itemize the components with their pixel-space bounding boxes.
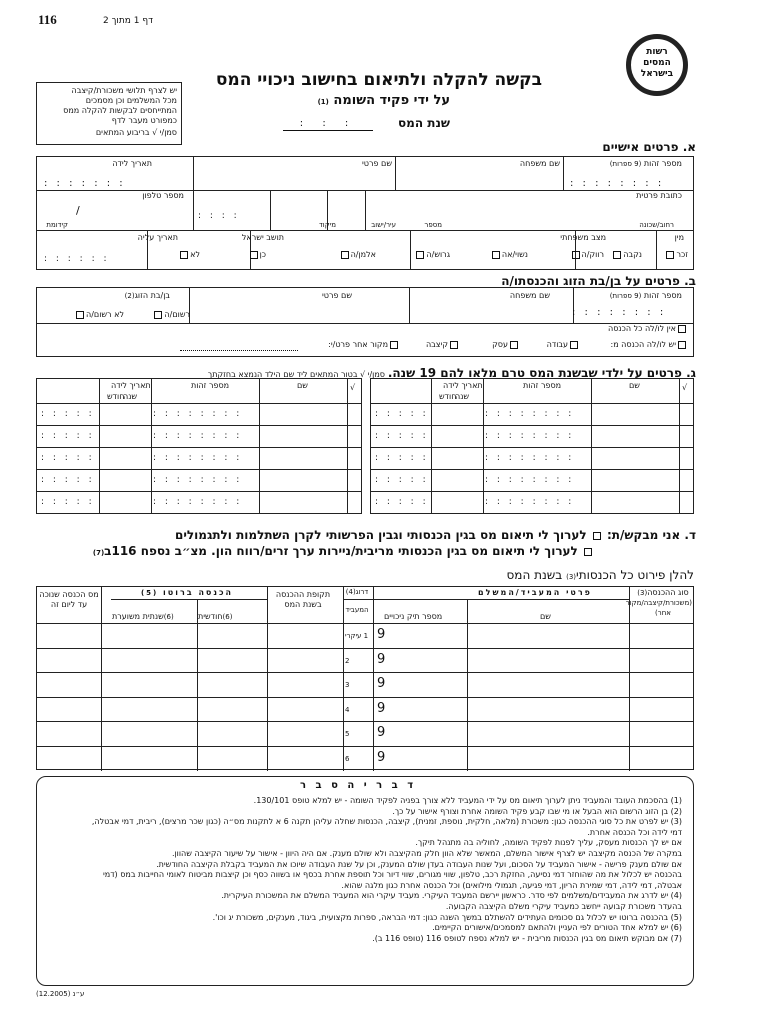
child-birth-field[interactable]: : : : : :: [375, 453, 429, 463]
child-birth-field[interactable]: : : : : :: [41, 453, 95, 463]
income-pension-option[interactable]: קיצבה: [426, 340, 460, 349]
explanations-heading: ד ב ר י ה ס ב ר: [300, 780, 417, 791]
child-birth-field[interactable]: : : : : :: [375, 497, 429, 507]
income-other-option[interactable]: מקור אחר פרט/י:: [328, 340, 400, 349]
header-divider: [371, 403, 693, 404]
child-id-field[interactable]: : : : : : : : :: [153, 497, 243, 507]
monthly-header: (6)חודשית: [198, 612, 233, 621]
child-birth-month-header: חודש: [107, 392, 125, 401]
spouse-no-income-option[interactable]: אין לו/לה כל הכנסה: [608, 324, 688, 333]
checkbox-icon[interactable]: [154, 311, 162, 319]
row-divider: [37, 491, 361, 492]
child-birth-year-header: שנה: [123, 392, 138, 401]
tax-deducted-header: מס הכנסה שנוכה עד ליום זה: [39, 590, 99, 609]
birth-date-label: תאריך לידה: [112, 159, 152, 168]
address-label: כתובת פרטית: [636, 191, 682, 200]
child-birth-field[interactable]: : : : : :: [41, 497, 95, 507]
notice-line: מכל המשלמים וכן מסמכים: [85, 96, 177, 105]
income-row-divider: [37, 721, 693, 722]
checkbox-icon[interactable]: [492, 251, 500, 259]
employer-rank-number: 4: [345, 705, 350, 714]
child-birth-header: תאריך לידה: [443, 381, 483, 390]
notice-line: יש לצרף תלושי משכורת/קיצבה: [71, 86, 177, 95]
explanation-item: אם שולם מענק פרישה - אישור המעביד על הסכום, ועל שנות העבודה בעדן שולם המענק, וכן על שנת העבודה שיוכו את המעביד בקבלת הקיצבה החודשית.: [156, 859, 682, 869]
phone-slash: /: [76, 204, 80, 217]
checkbox-icon[interactable]: [510, 341, 518, 349]
checkbox-icon[interactable]: [180, 251, 188, 259]
spouse-id-label: מספר זהות (9 ספרות): [609, 291, 682, 300]
deduction-file-prefix: 9: [377, 750, 386, 765]
child-birth-header: תאריך לידה: [111, 381, 151, 390]
employer-rank-number: 3: [345, 681, 350, 690]
income-row-divider: [37, 746, 693, 747]
checkbox-icon[interactable]: [678, 325, 686, 333]
column-divider: [679, 379, 680, 513]
checkbox-icon[interactable]: [416, 251, 424, 259]
checkbox-icon[interactable]: [584, 548, 592, 556]
city-label: עיר/ישוב: [371, 221, 396, 229]
marital-widowed-option[interactable]: אלמן/ה: [339, 250, 376, 259]
tax-authority-logo: [626, 34, 688, 96]
attachment-notice: [36, 82, 182, 145]
income-row-divider: [37, 697, 693, 698]
child-id-header: מספר זהות: [191, 381, 230, 390]
resident-label: תושב ישראל: [241, 233, 284, 242]
annual-header: (6)שנתית משוערת: [112, 612, 174, 621]
logo-text-1: רשות: [646, 47, 668, 57]
child-id-header: מספר זהות: [523, 381, 562, 390]
child-birth-field[interactable]: : : : : :: [375, 431, 429, 441]
child-name-header: שם: [629, 381, 640, 390]
column-divider: [591, 379, 592, 513]
explanation-item: (5) בהכנסה ברוטו יש לכלול גם סכומים העתידים להשתלם במשך השנה כגון: דמי הבראה, ספרות מקצועית, ביגוד, מענקים, משכורת יג וכו'.: [212, 912, 682, 922]
marital-single-option[interactable]: רווק/ה: [570, 250, 604, 259]
row-divider: [371, 447, 693, 448]
check-column-header: √: [682, 383, 688, 392]
child-birth-month-header: חודש: [439, 392, 457, 401]
spouse-has-income-option[interactable]: יש לו/לה הכנסה מ:: [611, 340, 689, 349]
checkbox-icon[interactable]: [250, 251, 258, 259]
gender-male-option[interactable]: זכר: [664, 250, 688, 259]
children-table-right: [370, 378, 694, 514]
spouse-status-label: בן/בת הזוג(2): [124, 291, 170, 300]
column-divider: [151, 379, 152, 513]
child-birth-year-header: שנה: [455, 392, 470, 401]
zip-field[interactable]: : : : :: [198, 211, 240, 221]
aliyah-date-field[interactable]: : : : : : :: [44, 254, 110, 264]
notice-mark: סמן/י √ בריבוע המתאים: [95, 128, 177, 137]
check-column-header: √: [350, 383, 356, 392]
marital-divorced-option[interactable]: גרוש/ה: [414, 250, 450, 259]
checkbox-icon[interactable]: [666, 251, 674, 259]
id-number-field[interactable]: : : : : : : : :: [570, 178, 665, 189]
prefix-label: קידומת: [46, 221, 68, 229]
checkbox-icon[interactable]: [341, 251, 349, 259]
last-name-label: שם משפחה: [519, 159, 560, 168]
row-divider: [37, 425, 361, 426]
header-divider: [37, 403, 361, 404]
checkbox-icon[interactable]: [76, 311, 84, 319]
child-name-header: שם: [297, 381, 308, 390]
form-title: בקשה להקלה ולתיאום בחישוב ניכויי המס: [215, 70, 542, 90]
section-a-heading: א. פרטים אישיים: [602, 140, 696, 154]
payer-name-header: שם: [540, 612, 551, 621]
child-id-field[interactable]: : : : : : : : :: [485, 497, 575, 507]
explanation-item: (6) יש למלא אחד הטורים לפי העניין ולהתאם למסמכים/אישורים הקיימים.: [432, 923, 682, 933]
column-divider: [483, 379, 484, 513]
id-number-label: מספר זהות (9 ספרות): [609, 159, 682, 168]
street-label: רחוב/שכונה: [639, 221, 674, 229]
notice-line: כמפורט מעבר לדף: [111, 116, 177, 125]
child-id-field[interactable]: : : : : : : : :: [485, 475, 575, 485]
deduction-file-header: מספר תיק ניכויים: [384, 612, 443, 621]
gender-label: מין: [674, 233, 684, 242]
employer-rank-number: 2: [345, 656, 350, 665]
child-birth-field[interactable]: : : : : :: [375, 409, 429, 419]
employer-rank-number: 6: [345, 755, 350, 763]
income-row-divider: [37, 648, 693, 649]
children-table-left: [36, 378, 362, 514]
explanation-item: במקרה של הכנסה מקיצבה יש לצרף אישור המשלם, המאשר שלא הוון חלק מהקיצבה ולא שולם מענק. אם היה היוון - אישור על שיעור הקיצבה שהוון.: [171, 848, 682, 858]
section-c-header: ג. פרטים על ילדי שבשנת המס טרם מלאו להם 19 שנה. סמן/י √ בטור המתאים ליד שם הילד הנמצא בחזקתך: [207, 366, 696, 380]
birth-date-field[interactable]: : : : : : : :: [44, 178, 126, 189]
checkbox-icon[interactable]: [678, 341, 686, 349]
explanation-item: בהעדר משכורת קבועה ייחשב כמעביד עיקרי משלם הקיצבה הקבועה.: [445, 901, 682, 911]
child-birth-field[interactable]: : : : : :: [375, 475, 429, 485]
row-divider: [37, 469, 361, 470]
explanation-item: (4) יש לדרג את המעבידים/משלמים לפי סדר. כראשון יירשם המעביד העיקרי. מעביד עיקרי הוא המעביד המשלם את המשכורת העיקרית.: [221, 891, 682, 901]
employer-rank-header: דרוג(4) המעביד: [345, 588, 369, 614]
tax-year-field[interactable]: : : :: [283, 118, 373, 131]
logo-text-3: בישראל: [640, 69, 674, 79]
marital-married-option[interactable]: נשוי/אה: [490, 250, 528, 259]
payer-header: פרטי המעביד/המשלם: [478, 588, 592, 597]
form-code: ע״נ (12.2005): [36, 990, 85, 998]
checkbox-icon[interactable]: [593, 532, 601, 540]
explanation-item: (3) יש לפרט את כל סוגי ההכנסה כגון: משכורת (מלאה, חלקית, נוספת, זמנית), קיצבה, הכנסות שחלה עליהן תקנה 6 א לתקנות מס״ה (כגון שכר מרצים), ריבית, דמי אבטלה, דמי לידה וכל הכנסה אחרת.: [91, 817, 682, 837]
column-divider: [259, 379, 260, 513]
income-work-option[interactable]: עבודה: [547, 340, 580, 349]
tax-year-label: שנת המס: [398, 116, 450, 130]
spouse-not-registered-option[interactable]: לא רשום/ה: [74, 310, 124, 319]
deduction-file-prefix: 9: [377, 627, 386, 642]
deduction-file-prefix: 9: [377, 651, 386, 667]
notice-line: המתייחסים לבקשות להקלה ממס: [63, 106, 177, 115]
checkbox-icon[interactable]: [613, 251, 621, 259]
checkbox-icon[interactable]: [570, 341, 578, 349]
child-id-field[interactable]: : : : : : : : :: [153, 453, 243, 463]
marital-status-label: מצב משפחתי: [560, 233, 606, 242]
aliyah-date-label: תאריך עליה: [137, 233, 178, 242]
child-id-field[interactable]: : : : : : : : :: [153, 475, 243, 485]
income-business-option[interactable]: עסק: [492, 340, 520, 349]
employer-rank-number: 5: [345, 730, 350, 739]
income-period-header: תקופת ההכנסה בשנת המס: [275, 590, 331, 609]
explanation-item: בהכנסה יש לכלול את מה שהוחזר דמי נסיעה, החזקת רכב, טלפון, שווי מגורים, שווי דיור וכל תוספת אחרת בכסף או בשווה כסף וכן קיצבות מביטוח לאומי החייבות במס (דמי אבטלה, דמי לידה, דמי שמירת הריון, דמי פגיעה, תגמולי מילואים) וכל הכנסה אחרת כגון מלגה שהוא.: [102, 870, 682, 890]
column-divider: [347, 379, 348, 513]
row-divider: [37, 447, 361, 448]
spouse-id-field[interactable]: : : : : : : : :: [572, 307, 667, 318]
child-id-field[interactable]: : : : : : : : :: [153, 409, 243, 419]
phone-label: מספר טלפון: [142, 191, 184, 200]
income-other-field[interactable]: [180, 350, 298, 351]
page-info: דף 1 מתוך 2: [103, 16, 154, 26]
deduction-file-prefix: 9: [377, 676, 386, 692]
section-d-option2[interactable]: לערוך לי תיאום מס בגין הכנסותי מריבית/ניירות ערך זרים/רווח הון. מצ״ב נספח 116ב(7): [93, 544, 594, 558]
checkbox-icon[interactable]: [390, 341, 398, 349]
form-subtitle: על ידי פקיד השומה (1): [317, 93, 450, 108]
row-divider: [371, 491, 693, 492]
spouse-registered-option[interactable]: רשום/ה: [152, 310, 190, 319]
row-divider: [371, 425, 693, 426]
spouse-last-name-label: שם משפחה: [509, 291, 550, 300]
income-type-header: סוג ההכנסה(3) (משכורת/קיצבה/מקור אחר): [625, 588, 692, 617]
child-id-field[interactable]: : : : : : : : :: [485, 431, 575, 441]
child-birth-field[interactable]: : : : : :: [41, 475, 95, 485]
child-birth-field[interactable]: : : : : :: [41, 409, 95, 419]
deduction-file-prefix: 9: [377, 725, 386, 741]
spouse-first-name-label: שם פרטי: [321, 291, 352, 300]
child-birth-field[interactable]: : : : : :: [41, 431, 95, 441]
checkbox-icon[interactable]: [572, 251, 580, 259]
gender-female-option[interactable]: נקבה: [611, 250, 642, 259]
section-d-request: ד. אני מבקש/ת: לערוך לי תיאום מס בגין הכנסותי וגבין הפרשותי לקרן השתלמות ולתגמולים: [175, 528, 696, 542]
child-id-field[interactable]: : : : : : : : :: [485, 453, 575, 463]
resident-no-option[interactable]: לא: [178, 250, 200, 259]
form-number: 116: [38, 12, 57, 27]
child-id-field[interactable]: : : : : : : : :: [485, 409, 575, 419]
first-name-label: שם פרטי: [361, 159, 392, 168]
gross-income-header: הכנסה ברוטו (5): [140, 588, 234, 597]
deduction-file-prefix: 9: [377, 700, 386, 716]
explanations-list: [82, 796, 682, 944]
number-label: מספר: [424, 221, 442, 229]
income-row-divider: [37, 672, 693, 673]
resident-yes-option[interactable]: כן: [248, 250, 266, 259]
column-divider: [99, 379, 100, 513]
employer-rank-number: 1 עיקרי: [345, 632, 369, 640]
logo-text-2: המסים: [643, 58, 671, 68]
checkbox-icon[interactable]: [450, 341, 458, 349]
child-id-field[interactable]: : : : : : : : :: [153, 431, 243, 441]
explanation-item: (2) בן הזוג הרשום הוא הבעל או מי שבו קבע פקיד השומה אחרת וצורף אישור על כך.: [392, 806, 682, 816]
section-b-heading: ב. פרטים על בן/בת הזוג והכנסתו/ה: [501, 274, 696, 288]
row-divider: [371, 469, 693, 470]
income-list-title: להלן פירוט כל הכנסותי(3) בשנת המס: [506, 568, 694, 582]
explanation-item: (7) אם מבוקש תיאום מס בגין הכנסות מריבית - יש למלא נספח לטופס 116 (טופס 116 ב).: [372, 933, 682, 943]
zip-label: מיקוד: [318, 221, 336, 229]
explanation-item: (1) בהסכמת העובד והמעביד ניתן לערוך תיאום מס על ידי המעביד ללא צורך בפניה לפקיד השומה - יש למלא טופס 130/101.: [253, 796, 682, 805]
explanation-item: אם יש לך הכנסות מעסק, עליך לפנות לפקיד השומה, לחוליה בה מתנהל תיקך.: [415, 838, 682, 848]
column-divider: [431, 379, 432, 513]
